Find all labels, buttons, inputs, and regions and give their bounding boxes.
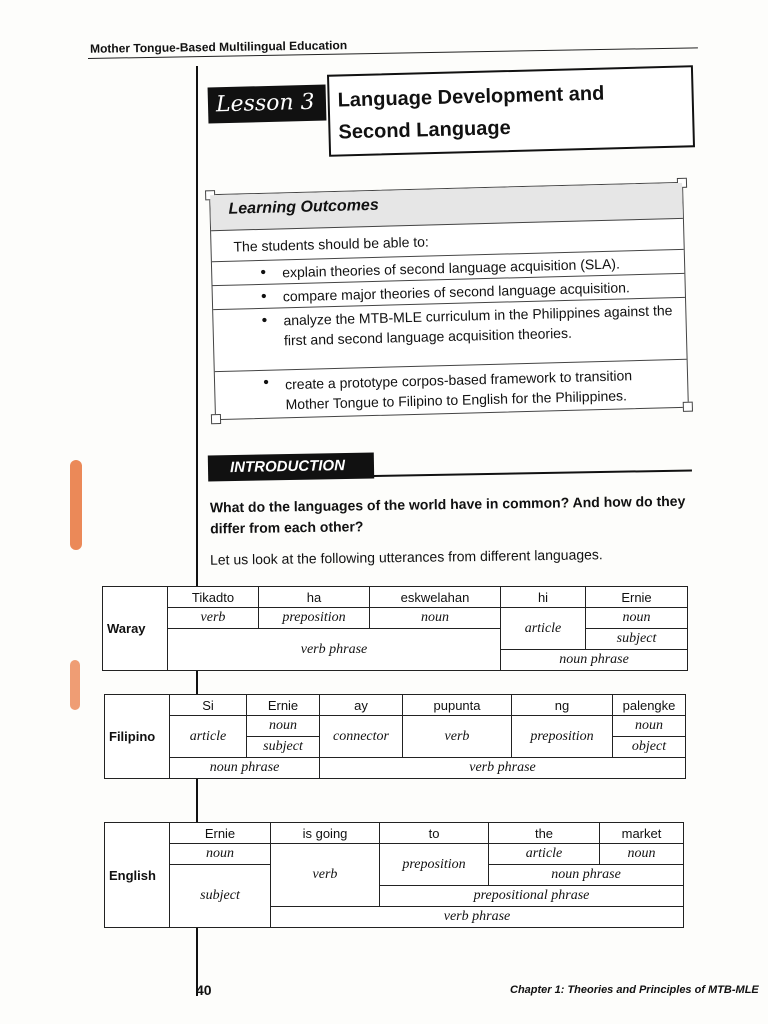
lesson-title-line2: Second Language — [338, 117, 511, 144]
outcome-item: ● compare major theories of second language acquisition. — [213, 273, 685, 309]
pos-cell: verb — [168, 608, 259, 629]
pos-cell: preposition — [512, 716, 613, 758]
pos-cell: verb — [271, 844, 380, 907]
role-cell: subject — [247, 737, 320, 758]
introduction-question: What do the languages of the world have in common? And how do they differ from each other? — [209, 492, 686, 537]
word-cell: is going — [271, 823, 380, 844]
word-cell: ha — [259, 587, 370, 608]
pos-cell: noun — [613, 716, 686, 737]
word-cell: hi — [501, 587, 586, 608]
lesson-title — [329, 67, 693, 156]
learning-outcomes-box — [209, 182, 689, 420]
word-cell: pupunta — [403, 695, 512, 716]
word-cell: ng — [512, 695, 613, 716]
running-header: Mother Tongue-Based Multilingual Education — [89, 38, 348, 56]
finger-shadow — [70, 460, 82, 550]
phrase-cell: noun phrase — [501, 650, 688, 671]
language-label: Filipino — [105, 695, 170, 779]
word-cell: the — [489, 823, 600, 844]
word-cell: Si — [170, 695, 247, 716]
phrase-cell: noun phrase — [489, 865, 684, 886]
pos-cell: verb — [403, 716, 512, 758]
learning-outcomes-heading: Learning Outcomes — [228, 196, 379, 218]
word-cell: market — [600, 823, 684, 844]
filipino-table — [104, 694, 686, 779]
role-cell: object — [613, 737, 686, 758]
role-cell: subject — [170, 865, 271, 928]
pos-cell: noun — [247, 716, 320, 737]
language-label: Waray — [103, 587, 168, 671]
phrase-cell: verb phrase — [320, 758, 686, 779]
word-cell: Ernie — [247, 695, 320, 716]
english-table — [104, 822, 684, 928]
word-cell: Ernie — [170, 823, 271, 844]
lesson-title-line1: Language Development and — [337, 82, 605, 112]
word-cell: Tikadto — [168, 587, 259, 608]
waray-table — [102, 586, 688, 671]
outcome-item: ● create a prototype corpos-based framework to transition Mother Tongue to Filipino to English for the Philippines. — [215, 359, 688, 419]
pos-cell: noun — [370, 608, 501, 629]
learning-outcomes-intro: The students should be able to: — [233, 233, 430, 255]
word-cell: to — [380, 823, 489, 844]
lesson-tag: Lesson 3 — [208, 84, 327, 123]
pos-cell: article — [170, 716, 247, 758]
pos-cell: preposition — [259, 608, 370, 629]
introduction-rule — [374, 469, 692, 477]
page-number: 40 — [196, 982, 212, 998]
finger-shadow — [70, 660, 80, 710]
pos-cell: article — [501, 608, 586, 650]
word-cell: ay — [320, 695, 403, 716]
pos-cell: noun — [600, 844, 684, 865]
phrase-cell: verb phrase — [168, 629, 501, 671]
pos-cell: preposition — [380, 844, 489, 886]
phrase-cell: noun phrase — [170, 758, 320, 779]
word-cell: Ernie — [586, 587, 688, 608]
phrase-cell: prepositional phrase — [380, 886, 684, 907]
introduction-lead: Let us look at the following utterances from different languages. — [209, 546, 603, 568]
role-cell: subject — [586, 629, 688, 650]
pos-cell: article — [489, 844, 600, 865]
chapter-footer: Chapter 1: Theories and Principles of MTB-MLE — [510, 984, 759, 996]
outcome-item: ● analyze the MTB-MLE curriculum in the Philippines against the first and second language acquisition theories. — [213, 297, 686, 371]
language-label: English — [105, 823, 170, 928]
pos-cell: noun — [586, 608, 688, 629]
introduction-heading: INTRODUCTION — [208, 453, 374, 482]
word-cell: palengke — [613, 695, 686, 716]
word-cell: eskwelahan — [370, 587, 501, 608]
learning-outcomes-header — [210, 183, 683, 231]
pos-cell: connector — [320, 716, 403, 758]
phrase-cell: verb phrase — [271, 907, 684, 928]
lesson-title-box — [327, 65, 695, 157]
outcome-item: ● explain theories of second language acquisition (SLA). — [212, 249, 684, 285]
pos-cell: noun — [170, 844, 271, 865]
